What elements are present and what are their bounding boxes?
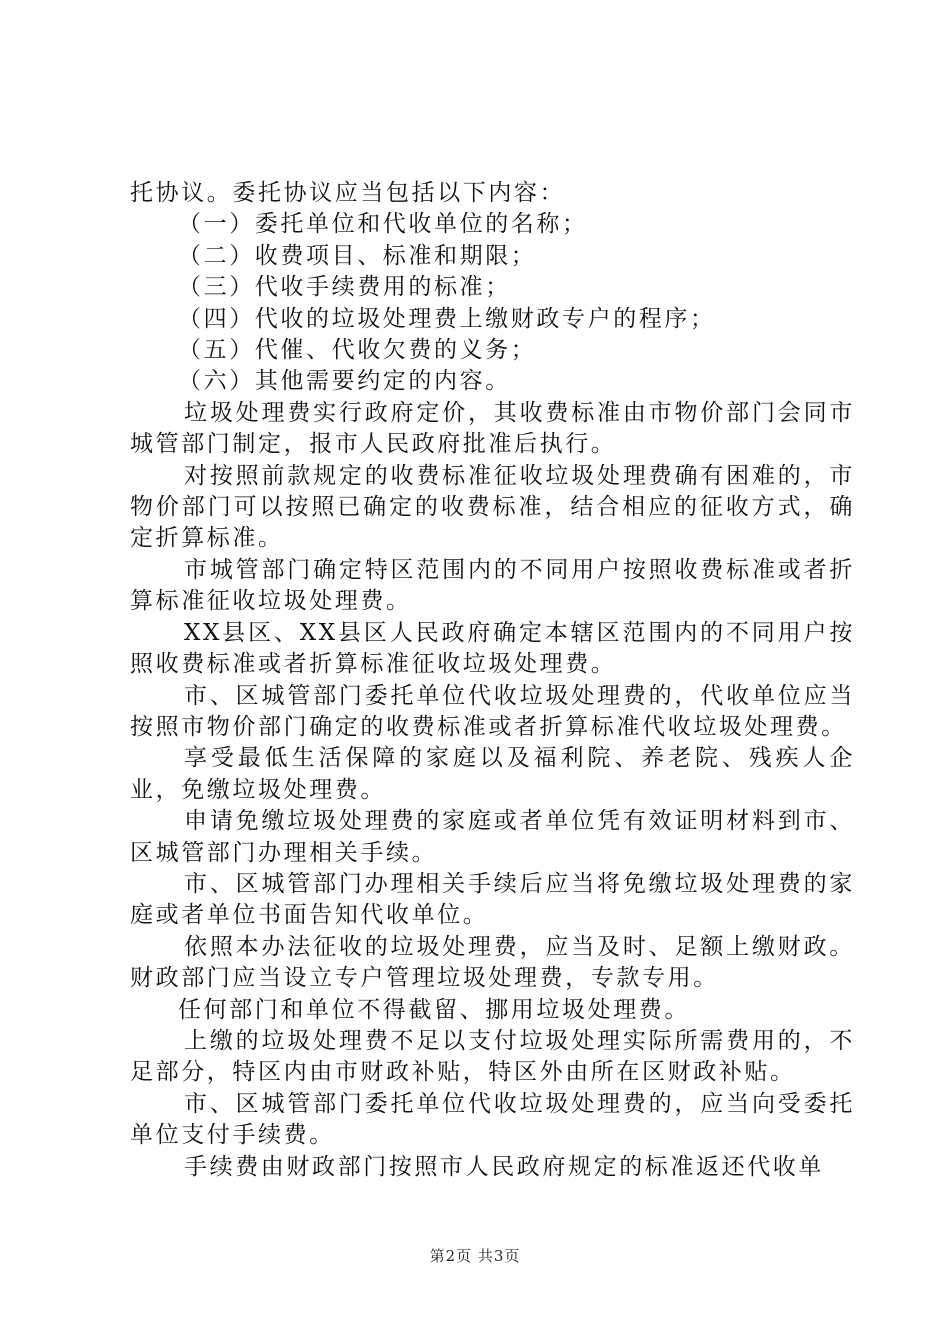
paragraph-pricing: 垃圾处理费实行政府定价，其收费标准由市物价部门会同市城管部门制定，报市人民政府批准后执行。 [130,399,855,458]
paragraph-handling-fee: 市、区城管部门委托单位代收垃圾处理费的，应当向受委托单位支付手续费。 [130,1090,855,1149]
paragraph-remittance: 依照本办法征收的垃圾处理费，应当及时、足额上缴财政。财政部门应当设立专户管理垃圾处理费，专款专用。 [130,933,855,992]
list-item-5: （五）代催、代收欠费的义务； [178,337,537,364]
list-item-1: （一）委托单位和代收单位的名称； [178,211,588,238]
paragraph-fee-return: 手续费由财政部门按照市人民政府规定的标准返还代收单 [184,1153,824,1180]
list-item-2: （二）收费项目、标准和期限； [178,242,537,269]
paragraph-subsidy: 上缴的垃圾处理费不足以支付垃圾处理实际所需费用的，不足部分，特区内由市财政补贴，特区外由所在区财政补贴。 [130,1027,855,1086]
paragraph-collection-agent: 市、区城管部门委托单位代收垃圾处理费的，代收单位应当按照市物价部门确定的收费标准或者折算标准代收垃圾处理费。 [130,682,855,740]
paragraph-conversion-standard: 对按照前款规定的收费标准征收垃圾处理费确有困难的，市物价部门可以按照已确定的收费标准，结合相应的征收方式，确定折算标准。 [130,462,855,552]
paragraph-exemption: 享受最低生活保障的家庭以及福利院、养老院、残疾人企业，免缴垃圾处理费。 [130,745,855,803]
page-number: 第2页 共3页 [429,1247,521,1265]
paragraph-special-zone: 市城管部门确定特区范围内的不同用户按照收费标准或者折算标准征收垃圾处理费。 [130,556,855,615]
paragraph-exemption-application: 申请免缴垃圾处理费的家庭或者单位凭有效证明材料到市、区城管部门办理相关手续。 [130,808,855,866]
paragraph-district-government: XX县区、XX县区人民政府确定本辖区范围内的不同用户按照收费标准或者折算标准征收垃圾处理费。 [130,619,855,678]
list-item-3: （三）代收手续费用的标准； [178,274,511,301]
document-body [130,178,855,1183]
paragraph-no-misuse: 任何部门和单位不得截留、挪用垃圾处理费。 [178,996,690,1023]
paragraph-exemption-notice: 市、区城管部门办理相关手续后应当将免缴垃圾处理费的家庭或者单位书面告知代收单位。 [130,870,855,929]
list-item-6: （六）其他需要约定的内容。 [178,368,511,395]
paragraph-continuation: 托协议。委托协议应当包括以下内容： [130,180,566,206]
list-item-4: （四）代收的垃圾处理费上缴财政专户的程序； [178,305,716,332]
